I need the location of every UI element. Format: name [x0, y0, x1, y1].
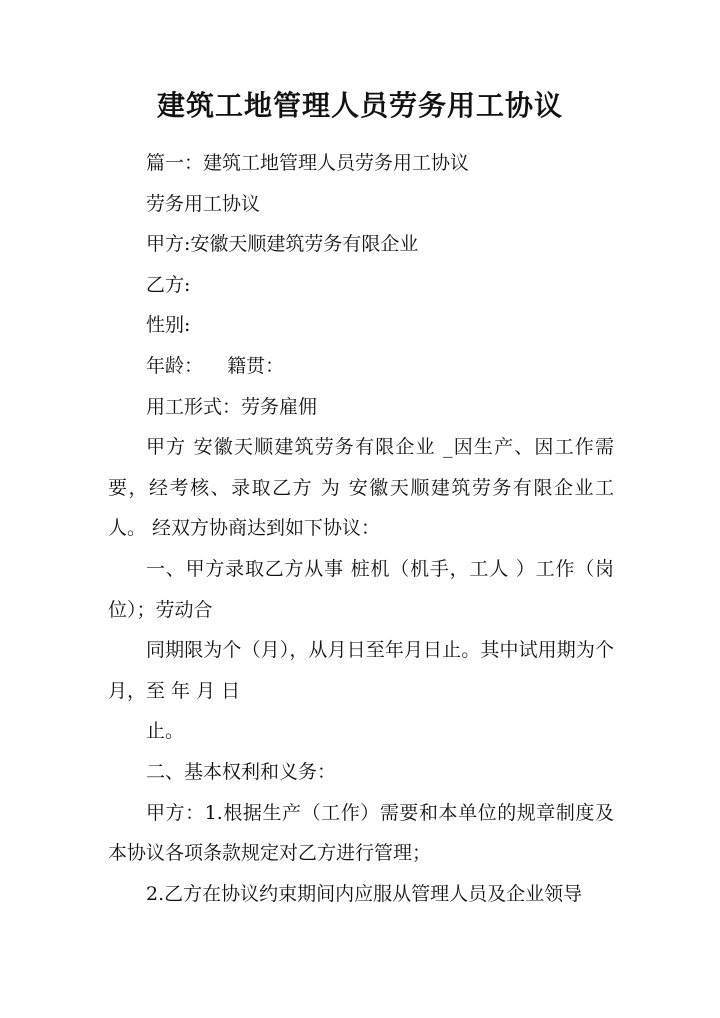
paragraph-contract-term: 同期限为个（月），从月日至年月日止。其中试用期为个月，至 年 月 日: [108, 639, 614, 702]
paragraph-clause-2-heading: 二、基本权利和义务：: [146, 760, 337, 783]
paragraph-party-a-rights: 甲方：1.根据生产（工作）需要和本单位的规章制度及本协议各项条款规定对乙方进行管理；: [108, 801, 614, 865]
paragraph-heading-1: 篇一：建筑工地管理人员劳务用工协议: [146, 152, 470, 174]
paragraph-intro: 甲方 安徽天顺建筑劳务有限企业 _因生产、因工作需要，经考核、录取乙方 为 安徽天顺建筑劳务有限企业工人。 经双方协商达到如下协议：: [108, 436, 614, 540]
paragraph-agreement-name: 劳务用工协议: [146, 192, 261, 215]
paragraph-party-a: 甲方:安徽天顺建筑劳务有限企业: [146, 233, 419, 256]
document-body: [108, 143, 614, 914]
paragraph-party-b: 乙方:: [146, 273, 191, 296]
paragraph-party-b-obligation: 2.乙方在协议约束期间内应服从管理人员及企业领导: [146, 882, 583, 905]
paragraph-age-origin: 年龄： 籍贯：: [146, 354, 285, 377]
paragraph-term-end: 止。: [146, 720, 185, 743]
document-title: 建筑工地管理人员劳务用工协议: [156, 89, 563, 122]
paragraph-gender: 性别:: [146, 314, 191, 337]
paragraph-clause-1: 一、甲方录取乙方从事 桩机（机手，工人 ）工作（岗位）；劳动合: [108, 557, 614, 621]
paragraph-employment-form: 用工形式：劳务雇佣: [146, 395, 318, 418]
